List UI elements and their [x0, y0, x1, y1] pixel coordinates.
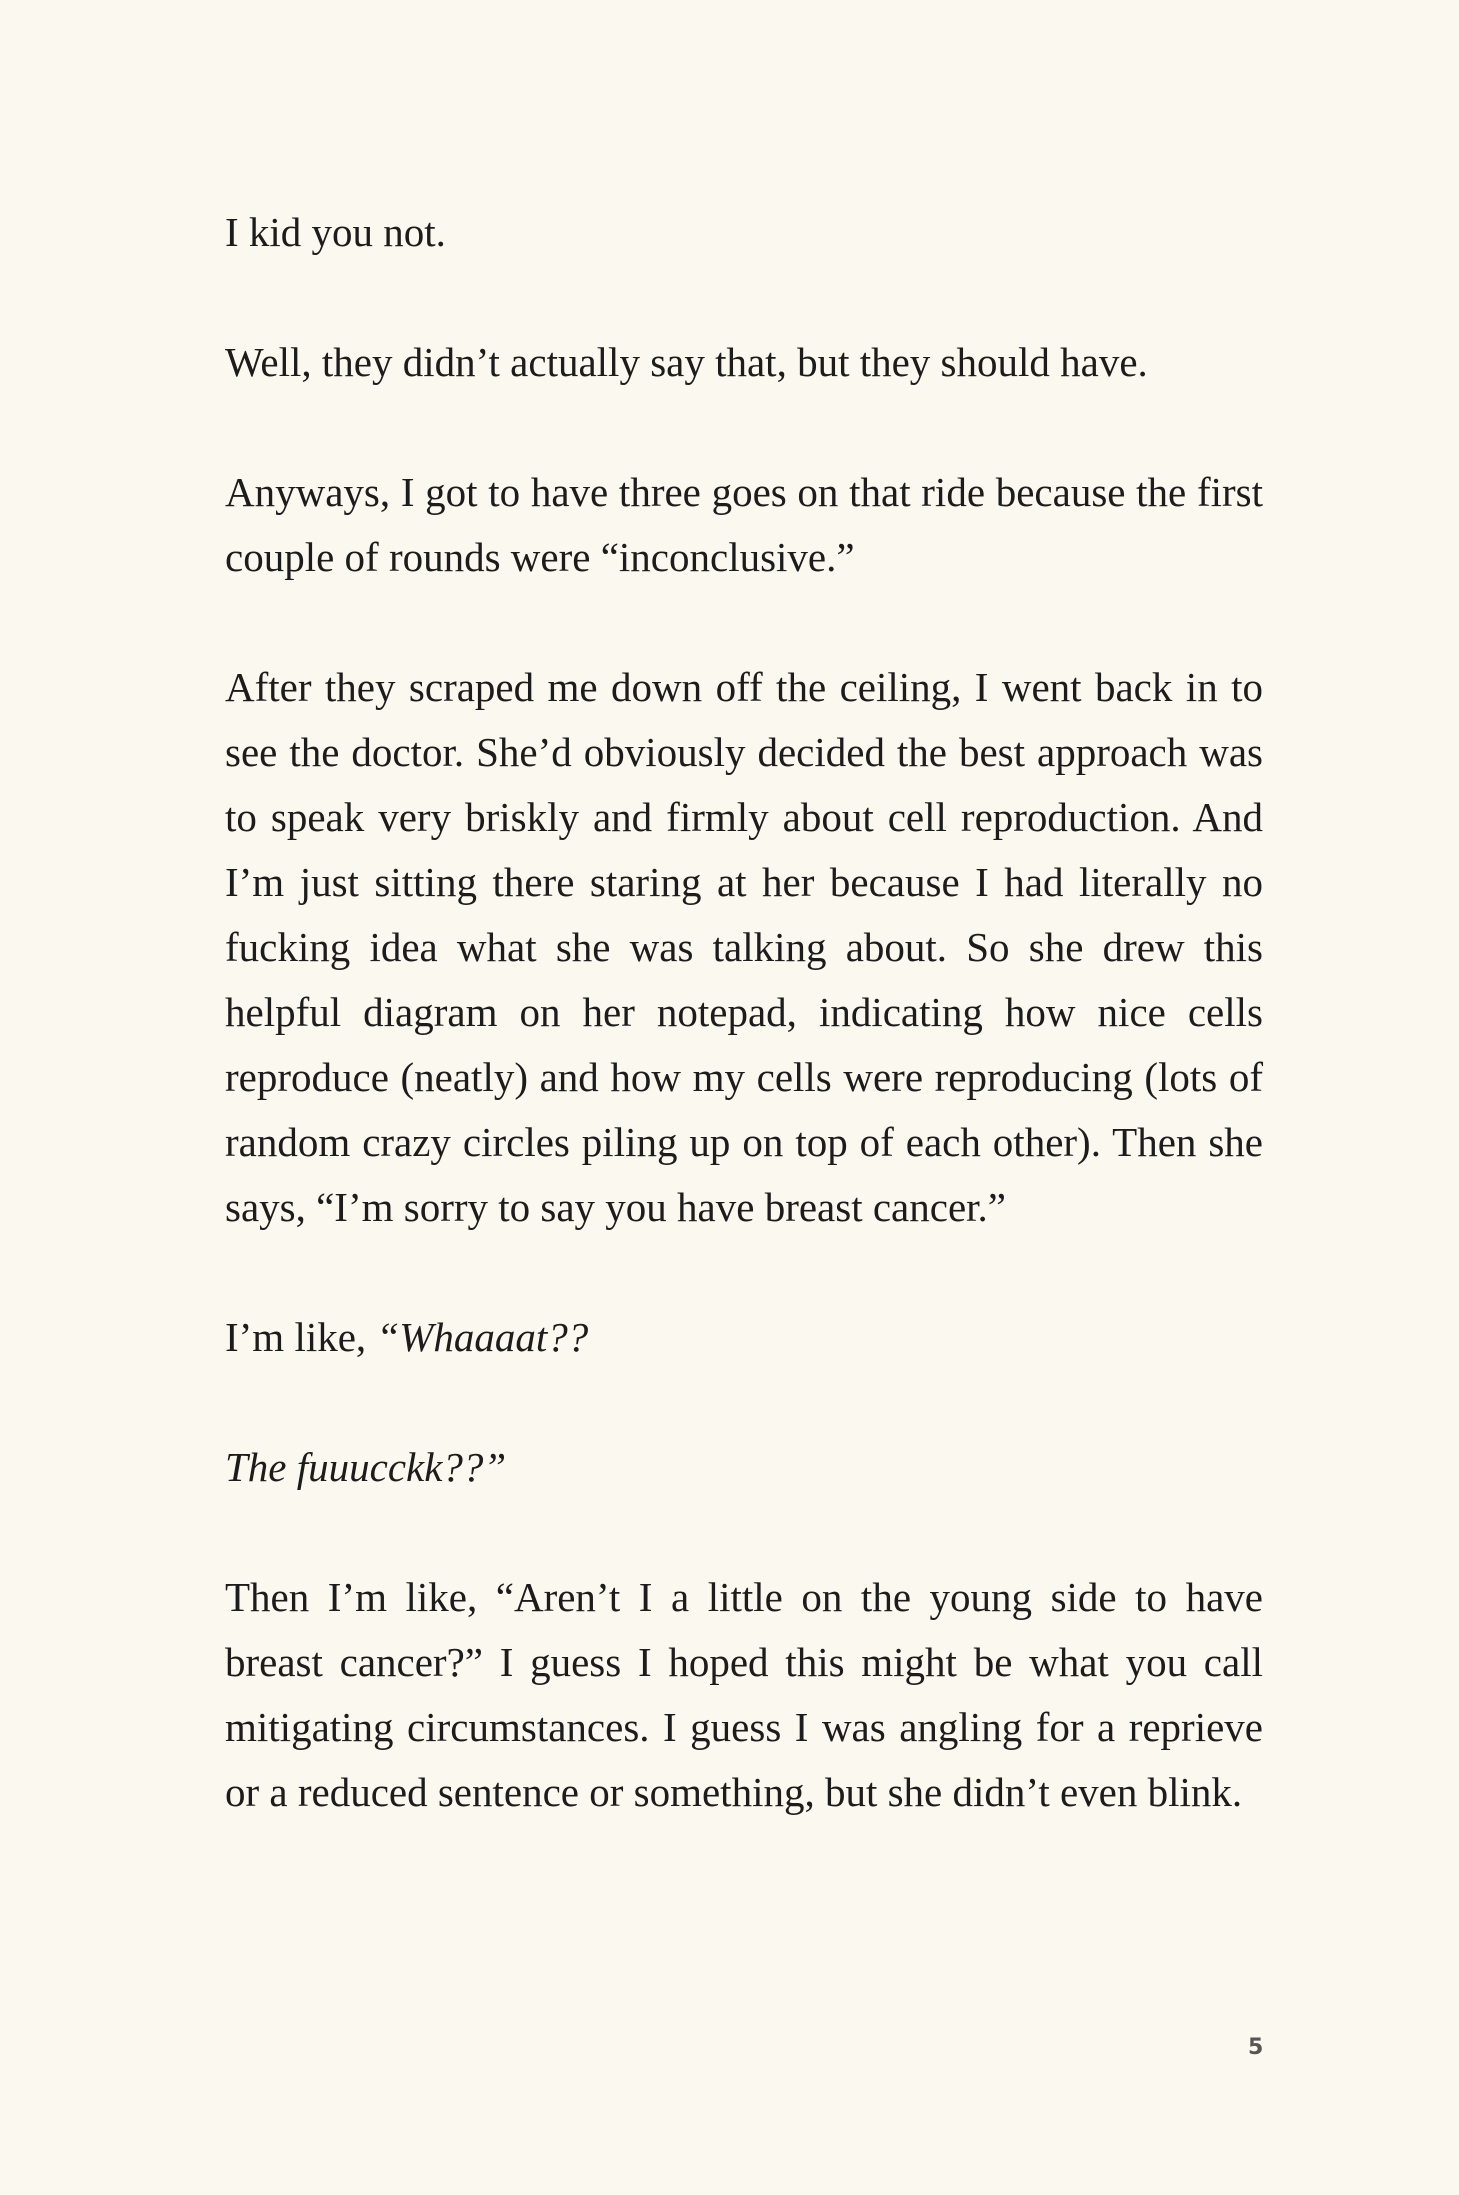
paragraph-1: I kid you not. [225, 209, 446, 255]
body-text [225, 200, 1263, 1890]
page-number: 5 [1248, 2035, 1264, 2060]
paragraph-3: Anyways, I got to have three goes on that ride because the first couple of rounds were “inconclusive.” [225, 469, 1263, 580]
paragraph-5-italic: “Whaaaat?? [376, 1314, 589, 1360]
paragraph-6 [225, 1435, 1263, 1500]
paragraph-7: Then I’m like, “Aren’t I a little on the young side to have breast cancer?” I guess I hoped this might be what you call mitigating circumstances. I guess I was angling for a reprieve or a reduced sentence or something, but she didn’t even blink. [225, 1574, 1263, 1815]
paragraph-2: Well, they didn’t actually say that, but they should have. [225, 339, 1148, 385]
paragraph-5 [225, 1305, 1263, 1370]
paragraph-4: After they scraped me down off the ceiling, I went back in to see the doctor. She’d obviously decided the best approach was to speak very briskly and firmly about cell reproduction. And I’m just sitting there staring at her because I had literally no fucking idea what she was talking about. So she drew this helpful diagram on her notepad, indicating how nice cells reproduce (neatly) and how my cells were reproducing (lots of random crazy circles piling up on top of each other). Then she says, “I’m sorry to say you have breast cancer.” [225, 664, 1263, 1230]
paragraph-5-prefix: I’m like, [225, 1314, 377, 1360]
paragraph-6-italic: The fuuucckk??” [225, 1444, 507, 1490]
